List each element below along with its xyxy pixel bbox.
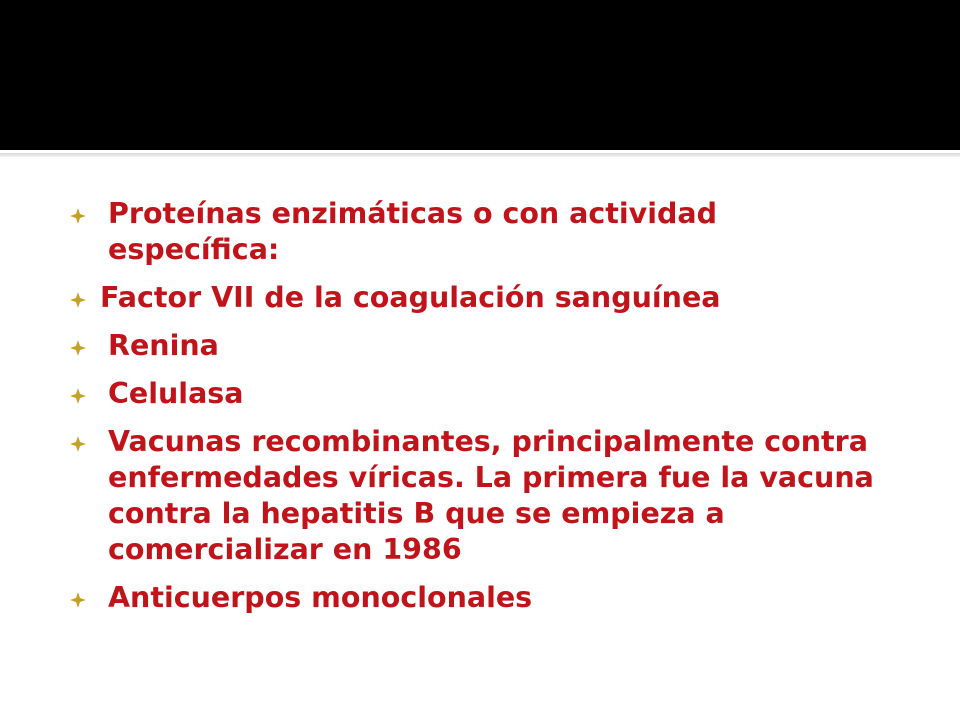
- diamond-bullet-icon: [70, 592, 86, 608]
- list-item-text: Factor VII de la coagulación sanguínea: [100, 281, 721, 314]
- list-item: [70, 580, 890, 616]
- diamond-bullet-icon: [70, 292, 86, 308]
- slide-header-bar: [0, 0, 960, 150]
- header-divider: [0, 153, 960, 157]
- list-item-text: Celulasa: [108, 377, 244, 410]
- diamond-bullet-icon: [70, 340, 86, 356]
- diamond-bullet-icon: [70, 388, 86, 404]
- bullet-list: [70, 196, 890, 628]
- diamond-bullet-icon: [70, 208, 86, 224]
- list-item: [70, 376, 890, 412]
- list-item: [70, 196, 890, 268]
- list-item-text: Vacunas recombinantes, principalmente contra enfermedades víricas. La primera fue la vacuna contra la hepatitis B que se empieza a comercializar en 1986: [108, 425, 874, 566]
- list-item-text: Renina: [108, 329, 219, 362]
- list-item-text: Anticuerpos monoclonales: [108, 581, 533, 614]
- list-item-text: Proteínas enzimáticas o con actividad específica:: [108, 197, 718, 266]
- list-item: [70, 328, 890, 364]
- diamond-bullet-icon: [70, 436, 86, 452]
- list-item: [70, 280, 890, 316]
- list-item: [70, 424, 890, 568]
